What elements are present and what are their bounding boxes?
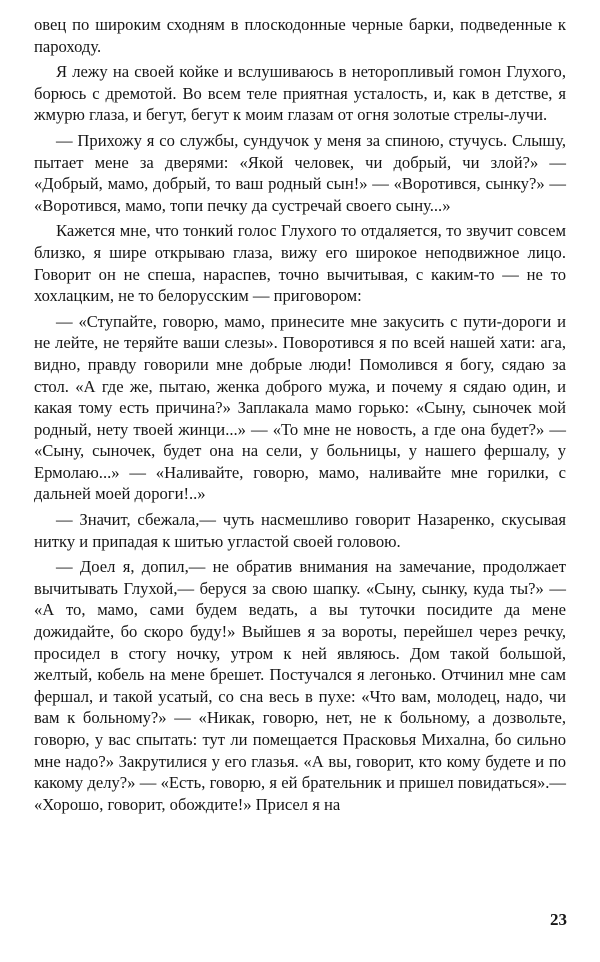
- paragraph-1: овец по широким сходням в плоскодонные черные барки, подведенные к пароходу.: [34, 15, 566, 56]
- paragraph-7: — Доел я, допил,— не обратив внимания на замечание, продолжает вычитывать Глухой,— беруся за свою шапку. «Сыну, сынку, куда ты?» — «А то, мамо, сами будем ведать, а вы туточки посидите да мене дожидайте, бо скоро буду!» Выйшев я за вороты, перейшел через речку, просидел в стогу ночку, утром к ней являюсь. Дом такой большой, желтый, кобель на мене брешет. Постучался я легонько. Отчинил мне сам фершал, и такой усатый, со сна весь в пухе: «Что вам, молодец, надо, чи вам к больному?» — «Никак, говорю, нет, не к больному, а дозвольте, говорю, у вас спытать: тут ли помещается Прасковья Михална, бо сильно мне надо?» Закрутилися у его глазья. «А вы, говорит, кто кому будете и по какому делу?» — «Есть, говорю, я ей брательник и пришел повидаться».— «Хорошо, говорит, обождите!» Присел я на: [34, 557, 566, 814]
- book-page-text: [34, 14, 566, 819]
- paragraph-4: Кажется мне, что тонкий голос Глухого то отдаляется, то звучит совсем близко, я шире открываю глаза, вижу его широкое неподвижное лицо. Говорит он не спеша, нараспев, точно вычитывая, с каким-то — не то хохлацким, не то белорусским — приговором:: [34, 221, 566, 306]
- paragraph-6: — Значит, сбежала,— чуть насмешливо говорит Назаренко, скусывая нитку и припадая к шитью угластой своей головою.: [34, 510, 566, 551]
- page-number: 23: [550, 910, 567, 929]
- paragraph-3: — Прихожу я со службы, сундучок у меня за спиною, стучусь. Слышу, пытает мене за дверями: «Якой человек, чи добрый, чи злой?» — «Добрый, мамо, добрый, то ваш родный сын!» — «Воротився, сынку?» — «Воротився, мамо, топи печку да сустречай своего сыну...»: [34, 130, 566, 215]
- paragraph-5: — «Ступайте, говорю, мамо, принесите мне закусить с пути-дороги и не лейте, не теряйте ваши слезы». Поворотився я по всей нашей хати: ага, видно, правду говорили мне добрые люди! Помолився я богу, сядаю за стол. «А где же, пытаю, женка доброго мужа, и почему я сядаю один, и какая тому есть причина?» Заплакала мамо горько: «Сыну, сыночек мой родный, нету твоей жинци...» — «То мне не новость, а где она будет?» — «Сыну, сыночек, будет она на сели, у больницы, у нашего фершалу, у Ермолаю...» — «Наливайте, говорю, мамо, наливайте мне горилки, с дальней моей дороги!..»: [34, 311, 566, 504]
- paragraph-2: Я лежу на своей койке и вслушиваюсь в неторопливый гомон Глухого, борюсь с дремотой. Во всем теле приятная усталость, и, как в детстве, я жмурю глаза, и бегут, бегут к моим глазам от огня золотые стрелы-лучи.: [34, 62, 566, 125]
